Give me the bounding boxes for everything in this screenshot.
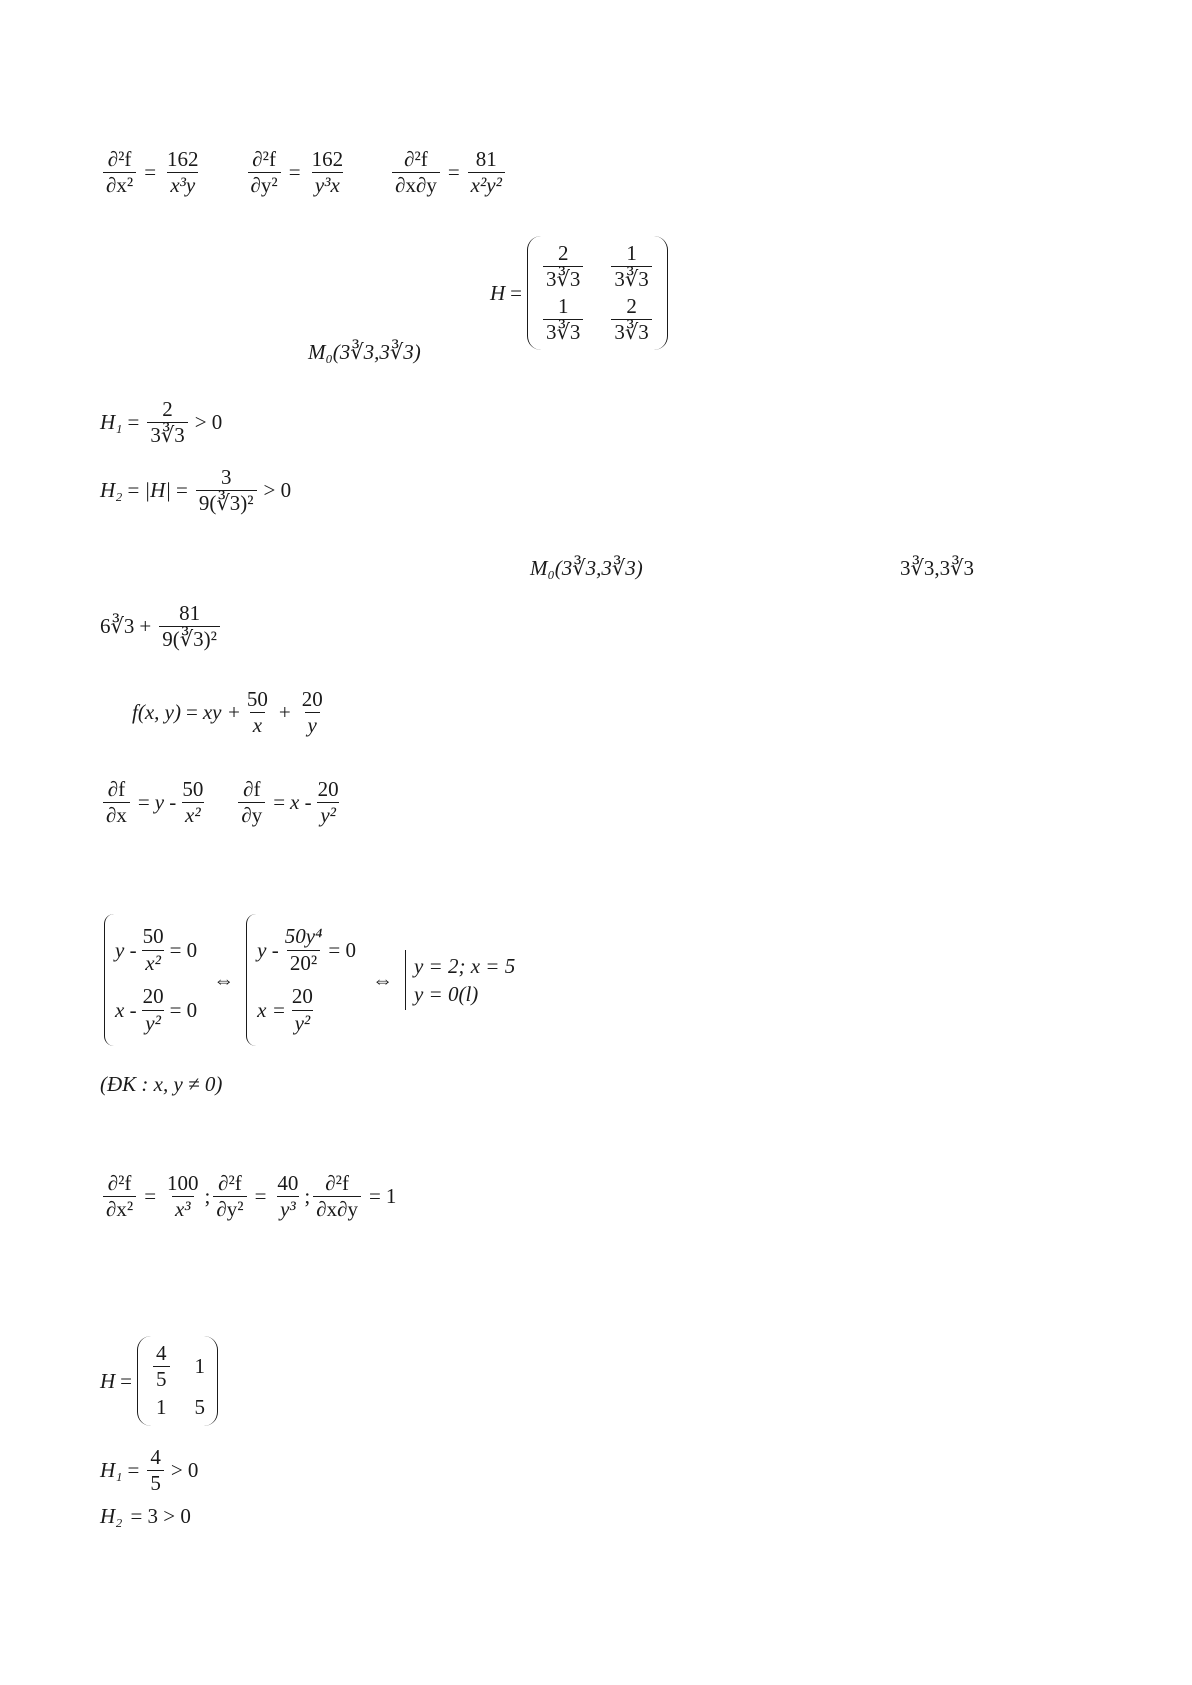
minor-h1-1: H₁ = $\frac{2}{3∛3}$ > 0 — [100, 397, 223, 448]
conclusion-values: 3∛3,3∛3 — [900, 556, 975, 580]
second-derivatives-1: $\frac{\text{∂²f}}{\text{∂x²}}$ = $\frac{162}{\text{x³y}}$ $\frac{\text{∂²f}}{\text{∂y²}}$ = $\frac{162}{\text{y³x}}$ $\frac{\text{∂²f}}{\partial x\partial y}$ = $\frac{81}{\text{x²y²}}$ — [100, 148, 508, 197]
second-derivatives-2: $\frac{\text{∂²f}}{\text{∂x²}}$ = $\frac{100}{\text{x³}}$ ; $\frac{\text{∂²f}}{\text{∂y²}}$ = $\frac{40}{\text{y³}}$ ; $\frac{\text{∂²f}}{\partial x\partial y}$ = 1 — [100, 1172, 396, 1221]
hessian-2-body: $\frac{4}{5}$ 1 1 5 — [137, 1336, 218, 1426]
minor-h2-1: H₂ = |H| = $\frac{3}{\text{9(∛3)²}}$ > 0 — [100, 465, 292, 516]
stationary-point-1: M₀(3∛3,3∛3) — [308, 340, 421, 364]
fxx-derivative: $\frac{\text{∂²f}}{\text{∂x²}}$ — [103, 148, 136, 197]
solution-set: y = 2; x = 5 y = 0(l) — [405, 950, 515, 1010]
hessian-1-body: $\frac{2}{3∛3}$ $\frac{1}{3∛3}$ $\frac{1}{3∛3}$ $\frac{2}{3∛3}$ — [527, 236, 668, 350]
conclusion-point: M₀(3∛3,3∛3) — [530, 556, 643, 580]
minimum-value: 6∛3 + $\frac{81}{\text{9(∛3)²}}$ — [100, 602, 223, 651]
equation-system-2: y - $\frac{50}{\text{x²}}$ = 0 x - $\frac{20}{\text{y²}}$ = 0 ⇔ y - $\frac{\text{50y⁴}}{\text{20²}}$ = 0 x = $\frac{20}{\text{y²}}$ ⇔ y = 2; x = 5 y = 0(l) — [104, 914, 515, 1046]
hessian-matrix-1: H = $\frac{2}{3∛3}$ $\frac{1}{3∛3}$ $\frac{1}{3∛3}$ $\frac{2}{3∛3}$ — [490, 236, 668, 350]
minor-h1-2: H₁ = $\frac{4}{5}$ > 0 — [100, 1445, 199, 1496]
system-substituted: y - $\frac{\text{50y⁴}}{\text{20²}}$ = 0 x = $\frac{20}{\text{y²}}$ — [246, 914, 360, 1046]
first-derivatives-2: $\frac{\partial f}{\partial x}$ = y - $\frac{50}{\text{x²}}$ $\frac{\partial f}{\partial y}$ = x - $\frac{20}{\text{y²}}$ — [100, 778, 345, 827]
fxy-value: $\frac{81}{\text{x²y²}}$ — [468, 148, 505, 197]
fyy-derivative: $\frac{\text{∂²f}}{\text{∂y²}}$ — [248, 148, 281, 197]
minor-h2-2: H₂ = 3 > 0 — [100, 1504, 191, 1528]
system-original: y - $\frac{50}{\text{x²}}$ = 0 x - $\frac{20}{\text{y²}}$ = 0 — [104, 914, 201, 1046]
fxy-derivative: $\frac{\text{∂²f}}{\partial x\partial y}$ — [392, 148, 440, 197]
hessian-matrix-2: H = $\frac{4}{5}$ 1 1 5 — [100, 1336, 218, 1426]
fyy-value: $\frac{162}{\text{y³x}}$ — [311, 147, 344, 198]
fxx-value: $\frac{162}{\text{x³y}}$ — [167, 147, 199, 198]
function-2: f(x, y) = xy + $\frac{50}{x}$ + $\frac{20}{y}$ — [132, 687, 323, 738]
domain-condition: (ĐK : x, y ≠ 0) — [100, 1072, 223, 1096]
